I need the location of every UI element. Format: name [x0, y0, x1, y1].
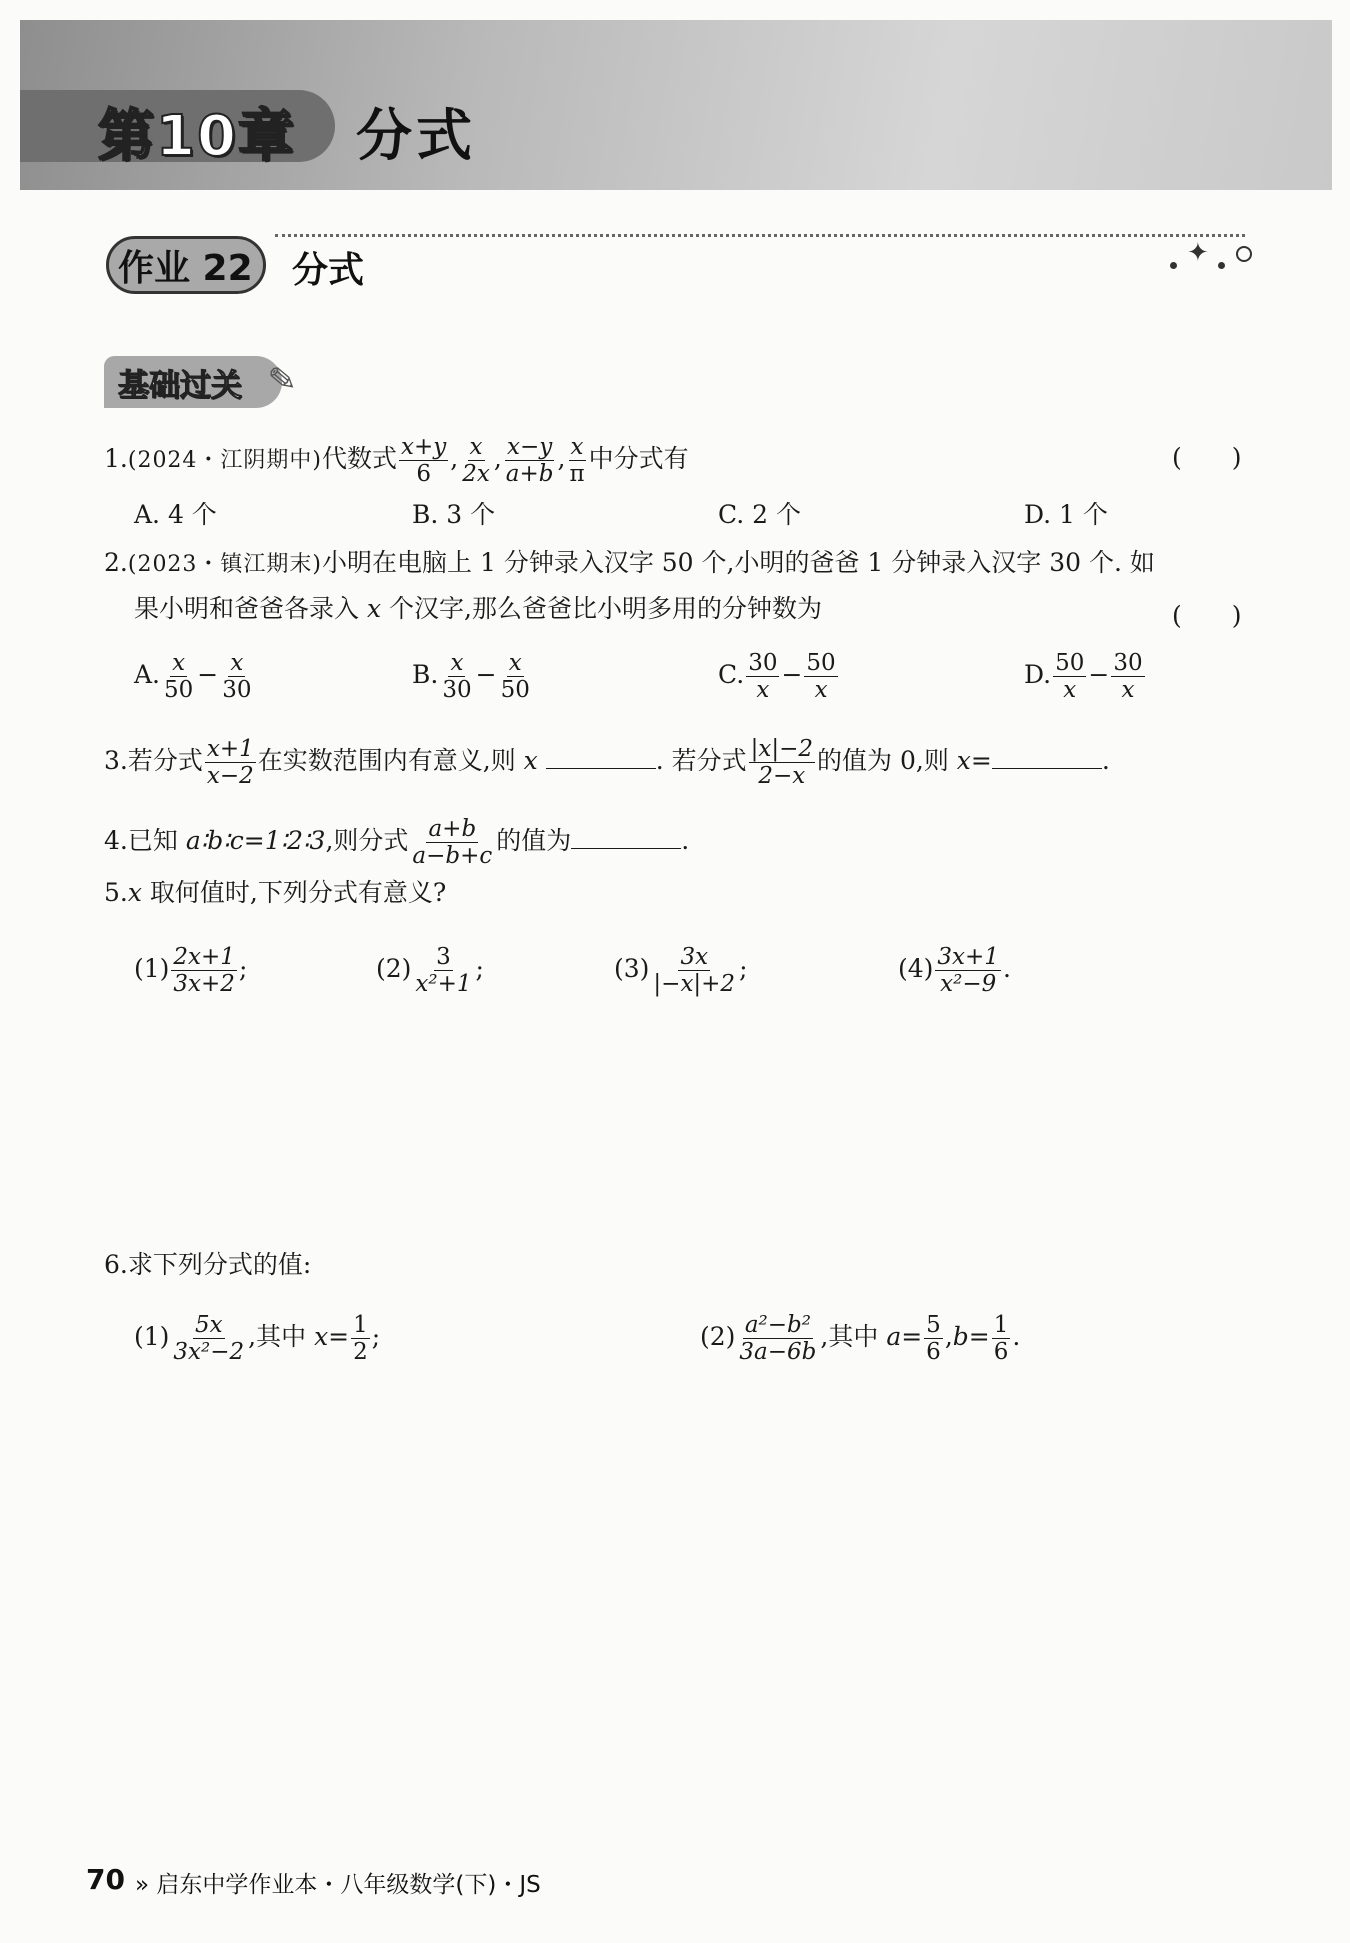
option-a: A. 4 个	[134, 500, 217, 529]
question-6-part-2: (2) $\frac{\text{a²−b²}}{3a-6b}$ ,其中 a= $\frac{5}{6}$ ,b= $\frac{1}{6}$ .	[700, 1312, 1021, 1365]
option-a: A. $\frac{x}{50}$ − $\frac{x}{30}$	[134, 650, 252, 703]
dot-icon	[1218, 262, 1225, 269]
answer-blank[interactable]	[992, 746, 1102, 769]
question-5: 5.x 取何值时,下列分式有意义?	[104, 878, 447, 907]
homework-title: 分式	[292, 250, 365, 291]
question-5-part-3: (3) $\frac{3x}{|-x|+2}$ ;	[614, 944, 748, 997]
question-3: 3.若分式 $\frac{x+1}{x-2}$ 在实数范围内有意义,则 x . 若分式 $\frac{|x|-2}{2-x}$ 的值为 0,则 x= .	[104, 736, 1110, 789]
question-1: 1.(2024・江阴期中)代数式 $\frac{x+y}{6}$ , $\frac{x}{2x}$ , $\frac{x-y}{a+b}$ , $\frac{x}{\pi}$ 中分式有	[104, 434, 689, 487]
option-d: D. 1 个	[1024, 500, 1108, 529]
question-6: 6.求下列分式的值:	[104, 1250, 312, 1279]
header-dotted-line	[275, 234, 1245, 238]
homework-label: 作业 22	[118, 248, 253, 289]
book-title-footer: » 启东中学作业本・八年级数学(下)・JS	[135, 1872, 541, 1898]
question-2-line-1: 2.(2023・镇江期末)小明在电脑上 1 分钟录入汉字 50 个,小明的爸爸 1 分钟录入汉字 30 个. 如	[104, 548, 1155, 577]
question-5-part-1: (1) $\frac{2x+1}{3x+2}$ ;	[134, 944, 248, 997]
chapter-label: 第10章	[98, 104, 296, 169]
answer-paren: ( )	[1172, 443, 1242, 472]
dot-icon	[1170, 262, 1177, 269]
section-label: 基础过关	[118, 368, 242, 404]
answer-blank[interactable]	[546, 746, 656, 769]
chapter-title: 分式	[356, 104, 476, 169]
option-d: D. $\frac{50}{x}$ − $\frac{30}{x}$	[1024, 650, 1143, 703]
option-b: B. 3 个	[412, 500, 496, 529]
question-2-line-2: 果小明和爸爸各录入 x 个汉字,那么爸爸比小明多用的分钟数为	[134, 594, 822, 623]
question-5-part-2: (2) $\frac{3}{\text{x²+1}}$ ;	[376, 944, 484, 997]
question-6-part-1: (1) $\frac{5x}{\text{3x²−2}}$ ,其中 x= $\frac{1}{2}$ ;	[134, 1312, 381, 1365]
question-4: 4.已知 a∶b∶c=1∶2∶3,则分式 $\frac{a+b}{a-b+c}$ 的值为 .	[104, 816, 690, 869]
answer-paren: ( )	[1172, 601, 1242, 630]
answer-blank[interactable]	[571, 826, 681, 849]
ring-icon	[1236, 246, 1252, 262]
page-number: 70	[86, 1863, 125, 1896]
sparkle-icon: ✦	[1187, 238, 1209, 268]
question-5-part-4: (4) $\frac{3x+1}{\text{x²−9}}$ .	[898, 944, 1011, 997]
pencil-icon: ✎	[266, 358, 299, 402]
option-b: B. $\frac{x}{30}$ − $\frac{x}{50}$	[412, 650, 530, 703]
option-c: C. 2 个	[718, 500, 801, 529]
option-c: C. $\frac{30}{x}$ − $\frac{50}{x}$	[718, 650, 836, 703]
